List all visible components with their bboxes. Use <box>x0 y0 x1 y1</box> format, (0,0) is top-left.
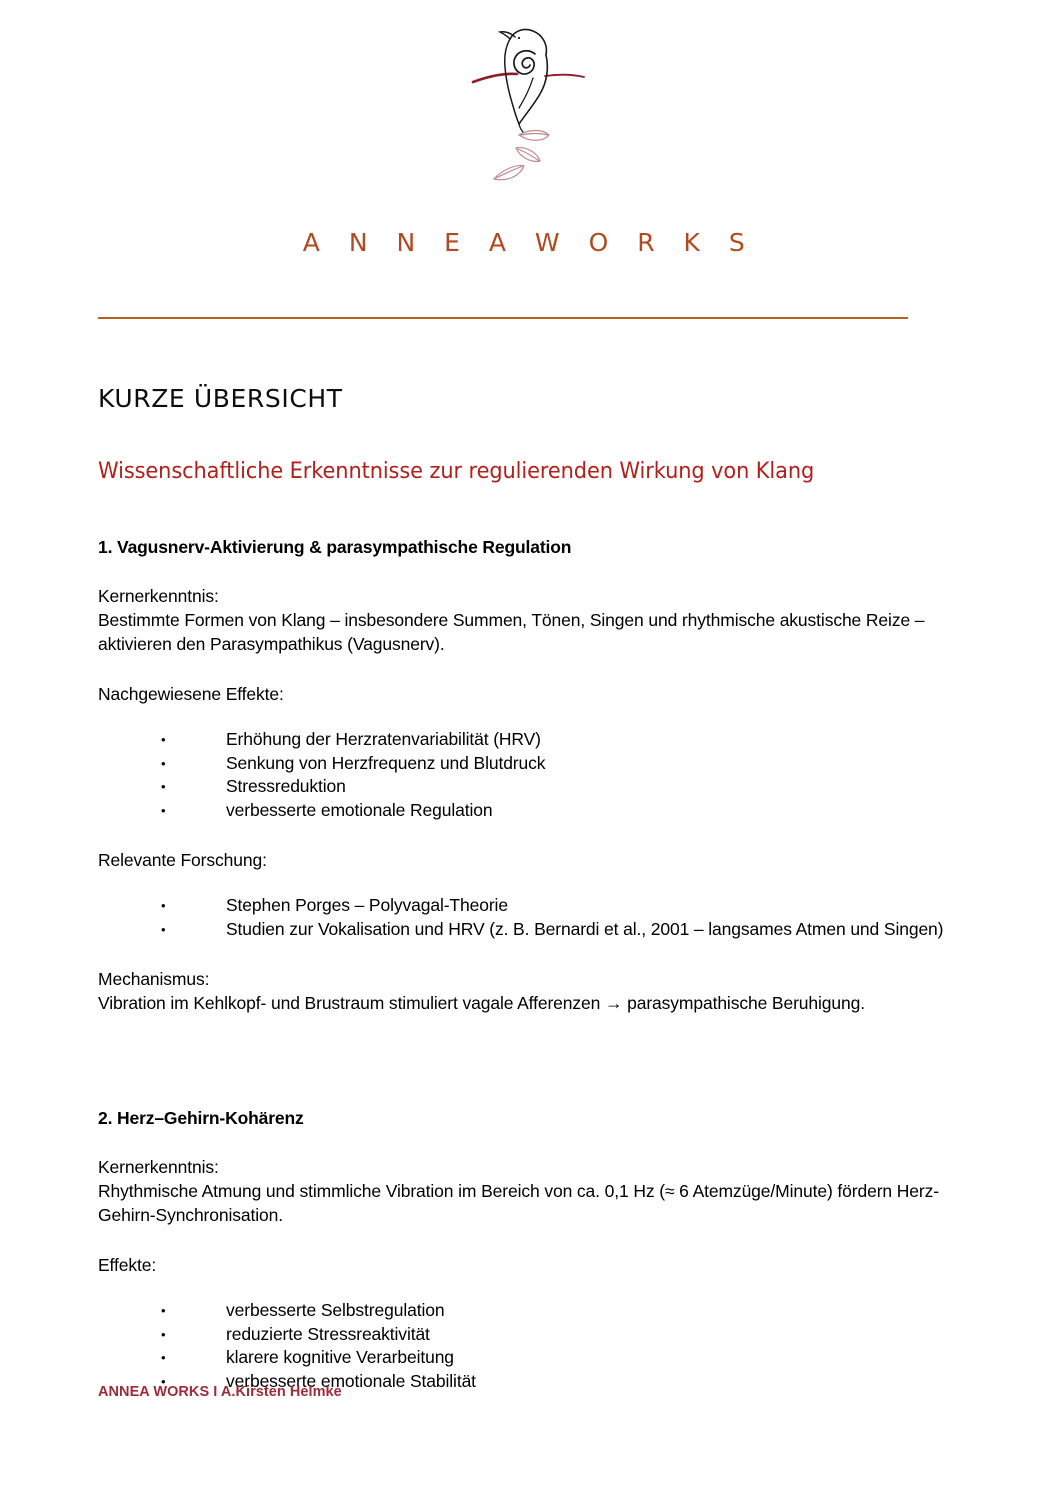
section-1-effects-label: Nachgewiesene Effekte: <box>98 684 284 704</box>
section-2-core-label: Kernerkenntnis: <box>98 1157 219 1177</box>
songbird-spiral-logo-icon <box>469 16 589 188</box>
spacer <box>98 822 978 848</box>
section-1-mechanism-label: Mechanismus: <box>98 969 210 989</box>
list-item: • Senkung von Herzfrequenz und Blutdruck <box>98 752 978 776</box>
spacer <box>98 1277 978 1299</box>
section-2-effects-label: Effekte: <box>98 1255 157 1275</box>
brand-wordmark: A N N E A W O R K S <box>302 228 756 257</box>
document-body <box>98 536 978 1393</box>
spacer <box>98 872 978 894</box>
spacer <box>98 1227 978 1253</box>
list-item: • Studien zur Vokalisation und HRV (z. B. Bernardi et al., 2001 – langsames Atmen und Singen) <box>98 918 978 942</box>
page-footer: ANNEA WORKS I A.Kirsten Helmke <box>98 1384 342 1400</box>
section-1-research-label: Relevante Forschung: <box>98 850 267 870</box>
section-1-heading: 1. Vagusnerv-Aktivierung & parasympathische Regulation <box>98 537 572 557</box>
list-item: • Stressreduktion <box>98 775 978 799</box>
section-2-core-text: Rhythmische Atmung und stimmliche Vibration im Bereich von ca. 0,1 Hz (≈ 6 Atemzüge/Minute) fördern Herz-Gehirn-Synchronisation. <box>98 1181 939 1225</box>
section-2-effects-list <box>98 1299 978 1393</box>
list-item: • verbesserte Selbstregulation <box>98 1299 978 1323</box>
brand-logo <box>0 16 1058 191</box>
section-1-research-list <box>98 894 978 941</box>
spacer <box>98 706 978 728</box>
list-item: • klarere kognitive Verarbeitung <box>98 1346 978 1370</box>
page-subtitle: Wissenschaftliche Erkenntnisse zur regulierenden Wirkung von Klang <box>98 459 815 484</box>
list-item: • verbesserte emotionale Regulation <box>98 799 978 823</box>
page-title: KURZE ÜBERSICHT <box>98 384 343 413</box>
section-1-core-label: Kernerkenntnis: <box>98 586 219 606</box>
spacer <box>98 941 978 967</box>
section-1-effects-list <box>98 728 978 822</box>
list-item: • verbesserte emotionale Stabilität <box>98 1370 978 1394</box>
spacer <box>98 1015 978 1107</box>
section-2-heading: 2. Herz–Gehirn-Kohärenz <box>98 1108 304 1128</box>
header-divider <box>98 317 908 319</box>
list-item: • Erhöhung der Herzratenvariabilität (HRV) <box>98 728 978 752</box>
section-1-core-text: Bestimmte Formen von Klang – insbesondere Summen, Tönen, Singen und rhythmische akustische Reize – aktivieren den Parasympathikus (Vagusnerv). <box>98 610 925 654</box>
list-item: • reduzierte Stressreaktivität <box>98 1323 978 1347</box>
list-item: • Stephen Porges – Polyvagal-Theorie <box>98 894 978 918</box>
spacer <box>98 558 978 584</box>
spacer <box>98 1129 978 1155</box>
spacer <box>98 656 978 682</box>
section-1-mechanism-text: Vibration im Kehlkopf- und Brustraum stimuliert vagale Afferenzen → parasympathische Beruhigung. <box>98 993 865 1013</box>
